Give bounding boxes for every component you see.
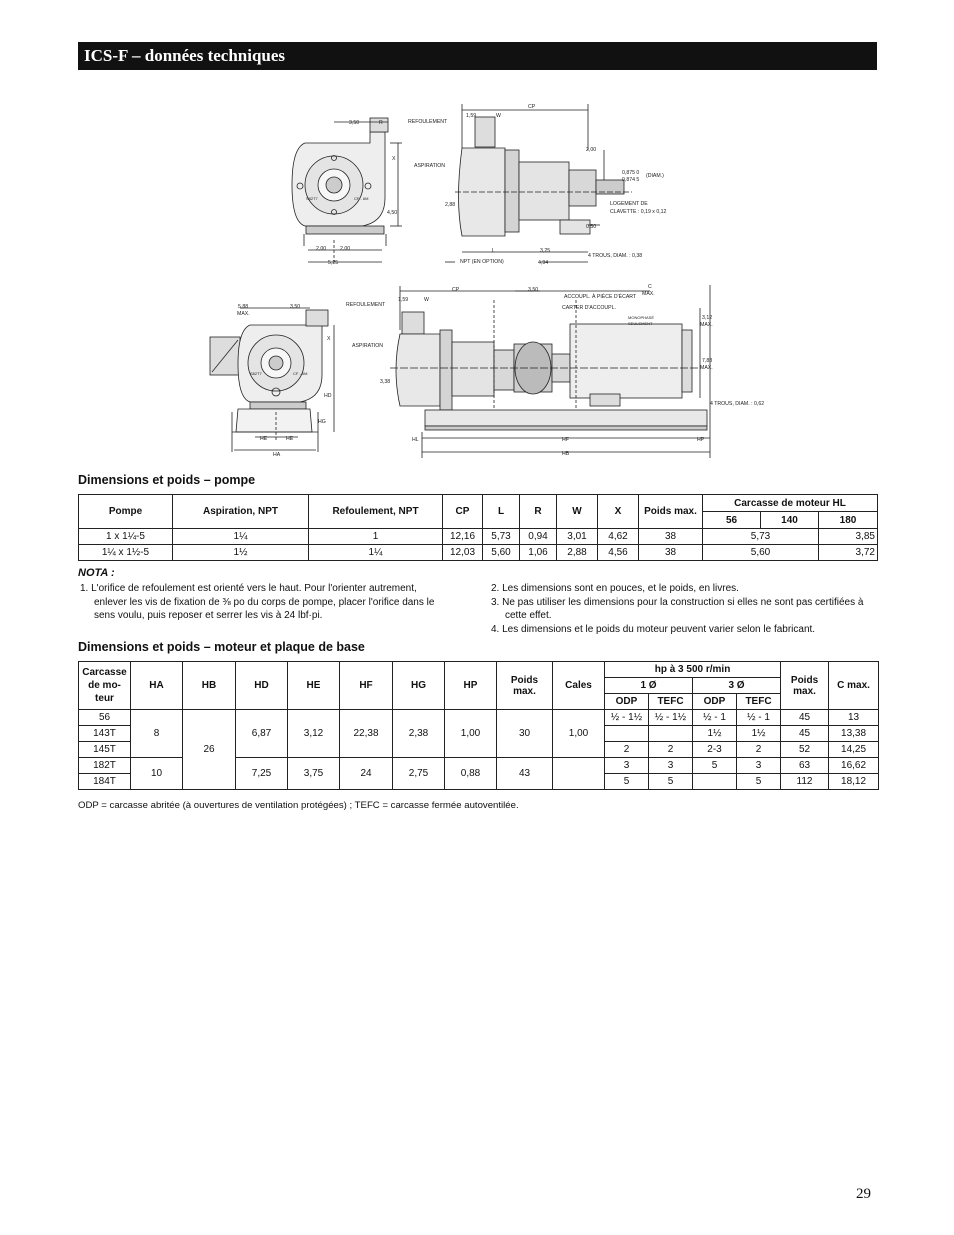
note-item: 3. Ne pas utiliser les dimensions pour la construction si elles ne sont pas certifiées à cette effet.: [491, 596, 864, 621]
col-header: Cales: [553, 662, 605, 710]
cell: 30: [497, 710, 553, 758]
cell: 7,25: [236, 758, 288, 790]
cell: 2,88: [557, 545, 598, 561]
col-header: HB: [183, 662, 236, 710]
cell: 5,60: [483, 545, 520, 561]
nameplate-text: S82T7: [250, 371, 262, 376]
col-header: Poids max.: [639, 495, 703, 529]
cell: 6,87: [236, 710, 288, 758]
cell: ½ - 1½: [649, 710, 693, 726]
page-title: ICS-F – données techniques: [84, 46, 286, 65]
cell: 52: [781, 742, 829, 758]
motor-table: [78, 661, 879, 790]
label-dim: HP: [697, 437, 705, 443]
label-dim: 5,25: [328, 260, 339, 266]
cell: 1½: [693, 726, 737, 742]
cell: 3: [605, 758, 649, 774]
label-dim: 3,12: [702, 315, 713, 321]
label-dim: MAX.: [700, 322, 713, 328]
col-header: 1 Ø: [605, 678, 693, 694]
label-callout: 4 TROUS, DIAM. : 0,38: [588, 253, 643, 259]
label-dim: HD: [324, 393, 332, 399]
cell: 13: [829, 710, 879, 726]
cell: 12,03: [443, 545, 483, 561]
cell: ½ - 1½: [605, 710, 649, 726]
label-dim: HG: [318, 419, 326, 425]
technical-drawings: [0, 0, 954, 470]
label-dim: HA: [273, 452, 281, 458]
cell: 2-3: [693, 742, 737, 758]
label-callout: ASPIRATION: [414, 163, 446, 169]
cell: 143T: [79, 726, 131, 742]
col-header: Carcasse de mo-teur: [79, 662, 131, 710]
label-dim: 1,59: [466, 113, 477, 119]
label-callout: CARTER D'ACCOUPL.: [562, 305, 616, 311]
label-dim: HE: [286, 436, 294, 442]
table-row: [79, 545, 878, 561]
col-header: HG: [393, 662, 445, 710]
note-item: 4. Les dimensions et le poids du moteur peuvent varier selon le fabricant.: [491, 623, 816, 635]
col-header: Refoulement, NPT: [309, 495, 443, 529]
label-dim: 2,88: [445, 202, 456, 208]
bottom-side-view: [390, 285, 713, 458]
table-row: [79, 710, 879, 726]
cell: 8: [131, 710, 183, 758]
nota-right-list: [491, 582, 877, 636]
label-dim: HL: [412, 437, 419, 443]
label-dim: (DIAM.): [646, 173, 664, 179]
cell: 1¼ x 1½-5: [79, 545, 173, 561]
cell: 45: [781, 726, 829, 742]
label-dim: X: [327, 336, 331, 342]
cell: 2: [605, 742, 649, 758]
cell: [605, 726, 649, 742]
cell: 3,85: [819, 529, 878, 545]
cell: 3,72: [819, 545, 878, 561]
cell: 1,00: [553, 710, 605, 758]
cell: 14,25: [829, 742, 879, 758]
cell: 1: [309, 529, 443, 545]
cell: 145T: [79, 742, 131, 758]
col-header: Poids max.: [781, 662, 829, 710]
label-dim: 3,50: [290, 304, 301, 310]
col-header: CP: [443, 495, 483, 529]
cell: 22,38: [340, 710, 393, 758]
label-dim: 0,875 0: [622, 170, 640, 176]
cell: 2,75: [393, 758, 445, 790]
motor-section-title: Dimensions et poids – moteur et plaque de base: [78, 640, 365, 654]
cell: 4,56: [598, 545, 639, 561]
note-item: 2. Les dimensions sont en pouces, et le poids, en livres.: [491, 583, 739, 594]
cell: 12,16: [443, 529, 483, 545]
cell: 5,73: [703, 529, 819, 545]
col-header: HE: [288, 662, 340, 710]
col-header: hp à 3 500 r/min: [605, 662, 781, 678]
cell: 182T: [79, 758, 131, 774]
label-callout: NPT (EN OPTION): [460, 259, 504, 265]
label-dim: 3,25: [540, 248, 551, 254]
col-header: Aspiration, NPT: [173, 495, 309, 529]
cell: 2: [649, 742, 693, 758]
cell: 3,75: [288, 758, 340, 790]
label-callout: REFOULEMENT: [346, 302, 386, 308]
label-dim: R: [379, 120, 383, 126]
cell: 16,62: [829, 758, 879, 774]
cell: 3: [649, 758, 693, 774]
col-header: ODP: [693, 694, 737, 710]
col-header: HD: [236, 662, 288, 710]
cell: 2: [737, 742, 781, 758]
label-dim: 0,874 5: [622, 177, 640, 183]
col-header: HF: [340, 662, 393, 710]
cell: 5: [649, 774, 693, 790]
col-header: Poids max.: [497, 662, 553, 710]
label-callout: SEULEMENT: [628, 321, 653, 326]
col-header: 180: [819, 512, 878, 529]
cell: 18,12: [829, 774, 879, 790]
label-dim: CP: [452, 287, 460, 293]
cell: [693, 774, 737, 790]
cell: ½ - 1: [737, 710, 781, 726]
cell: 0,94: [520, 529, 557, 545]
col-header: 3 Ø: [693, 678, 781, 694]
cell: 63: [781, 758, 829, 774]
cell: 38: [639, 545, 703, 561]
col-header: Carcasse de moteur HL: [703, 495, 878, 512]
label-dim: 3,50: [349, 120, 360, 126]
col-header: R: [520, 495, 557, 529]
cell: 3,01: [557, 529, 598, 545]
page-number: 29: [856, 1186, 871, 1202]
cell: 112: [781, 774, 829, 790]
cell: [649, 726, 693, 742]
cell: 184T: [79, 774, 131, 790]
label-callout: REFOULEMENT: [408, 119, 448, 125]
cell: 0,88: [445, 758, 497, 790]
cell: 1 x 1¼-5: [79, 529, 173, 545]
label-callout: CLAVETTE : 0,19 x 0,12: [610, 209, 667, 215]
label-dim: 1,59: [398, 297, 409, 303]
nota-title: NOTA :: [78, 567, 115, 579]
label-dim: W: [496, 113, 501, 119]
cell: 10: [131, 758, 183, 790]
label-dim: 7,88: [702, 358, 713, 364]
top-front-view: [292, 118, 402, 262]
col-header: 56: [703, 512, 761, 529]
cell: 1½: [173, 545, 309, 561]
cell: 1¼: [309, 545, 443, 561]
col-header: ODP: [605, 694, 649, 710]
label-dim: 2,00: [586, 147, 597, 153]
label-dim: C: [648, 284, 652, 290]
label-dim: 4,50: [387, 210, 398, 216]
col-header: HP: [445, 662, 497, 710]
cell: 5,73: [483, 529, 520, 545]
nameplate-text: CF - 6M: [354, 196, 369, 201]
label-dim: X: [392, 156, 396, 162]
cell: 3,12: [288, 710, 340, 758]
cell: 1½: [737, 726, 781, 742]
cell: 1,00: [445, 710, 497, 758]
cell: 5,60: [703, 545, 819, 561]
cell: 13,38: [829, 726, 879, 742]
cell: 56: [79, 710, 131, 726]
col-header: C max.: [829, 662, 879, 710]
cell: 1¼: [173, 529, 309, 545]
motor-footnote: ODP = carcasse abritée (à ouvertures de ventilation protégées) ; TEFC = carcasse fermée autoventilée.: [78, 800, 519, 811]
label-dim: 2,00: [340, 246, 351, 252]
label-callout: 4 TROUS, DIAM. : 0,62: [710, 401, 765, 407]
label-dim: HE: [260, 436, 268, 442]
pump-section-title: Dimensions et poids – pompe: [78, 473, 256, 487]
bottom-front-view: [210, 308, 334, 452]
label-dim: L: [492, 248, 495, 254]
cell: 38: [639, 529, 703, 545]
cell: 2,38: [393, 710, 445, 758]
col-header: W: [557, 495, 598, 529]
col-header: TEFC: [737, 694, 781, 710]
label-dim: MAX.: [700, 365, 713, 371]
cell: 5: [737, 774, 781, 790]
cell: 5: [693, 758, 737, 774]
label-dim: HB: [562, 451, 570, 457]
cell: 24: [340, 758, 393, 790]
col-header: Pompe: [79, 495, 173, 529]
cell: 45: [781, 710, 829, 726]
label-dim: 4,94: [538, 260, 549, 266]
cell: 3: [737, 758, 781, 774]
label-dim: W: [424, 297, 429, 303]
top-side-view: [445, 104, 632, 262]
col-header: X: [598, 495, 639, 529]
label-callout: ACCOUPL. À PIÈCE D'ÉCART: [564, 294, 637, 300]
col-header: TEFC: [649, 694, 693, 710]
cell: 43: [497, 758, 553, 790]
table-row: [79, 529, 878, 545]
label-dim: 0,50: [586, 224, 597, 230]
cell: [553, 758, 605, 790]
cell: ½ - 1: [693, 710, 737, 726]
cell: 4,62: [598, 529, 639, 545]
cell: 26: [183, 710, 236, 790]
label-dim: HF: [562, 437, 569, 443]
label-callout: MONOPHASÉ: [628, 315, 655, 320]
nameplate-text: S82T7: [306, 196, 318, 201]
label-callout: ASPIRATION: [352, 343, 384, 349]
col-header: 140: [761, 512, 819, 529]
label-callout: LOGEMENT DE: [610, 201, 648, 207]
pump-table: [78, 494, 878, 561]
label-dim: MAX.: [642, 291, 655, 297]
label-dim: CP: [528, 104, 536, 110]
col-header: HA: [131, 662, 183, 710]
label-dim: 2,00: [316, 246, 327, 252]
label-dim: 5,88: [238, 304, 249, 310]
cell: 5: [605, 774, 649, 790]
label-dim: 3,50: [528, 287, 539, 293]
label-dim: 3,38: [380, 379, 391, 385]
note-item: 1. L'orifice de refoulement est orienté vers le haut. Pour l'orienter autrement, enlever les vis de fixation de ⅜ po du corps de pompe, placer l'orifice dans le sens voulu, puis reposer et serrer les vis à 24 lbf·pi.: [80, 583, 435, 621]
col-header: L: [483, 495, 520, 529]
cell: 1,06: [520, 545, 557, 561]
nameplate-text: CF - 6M: [293, 371, 308, 376]
label-dim: MAX.: [237, 311, 250, 317]
nota-left-list: [80, 582, 452, 623]
